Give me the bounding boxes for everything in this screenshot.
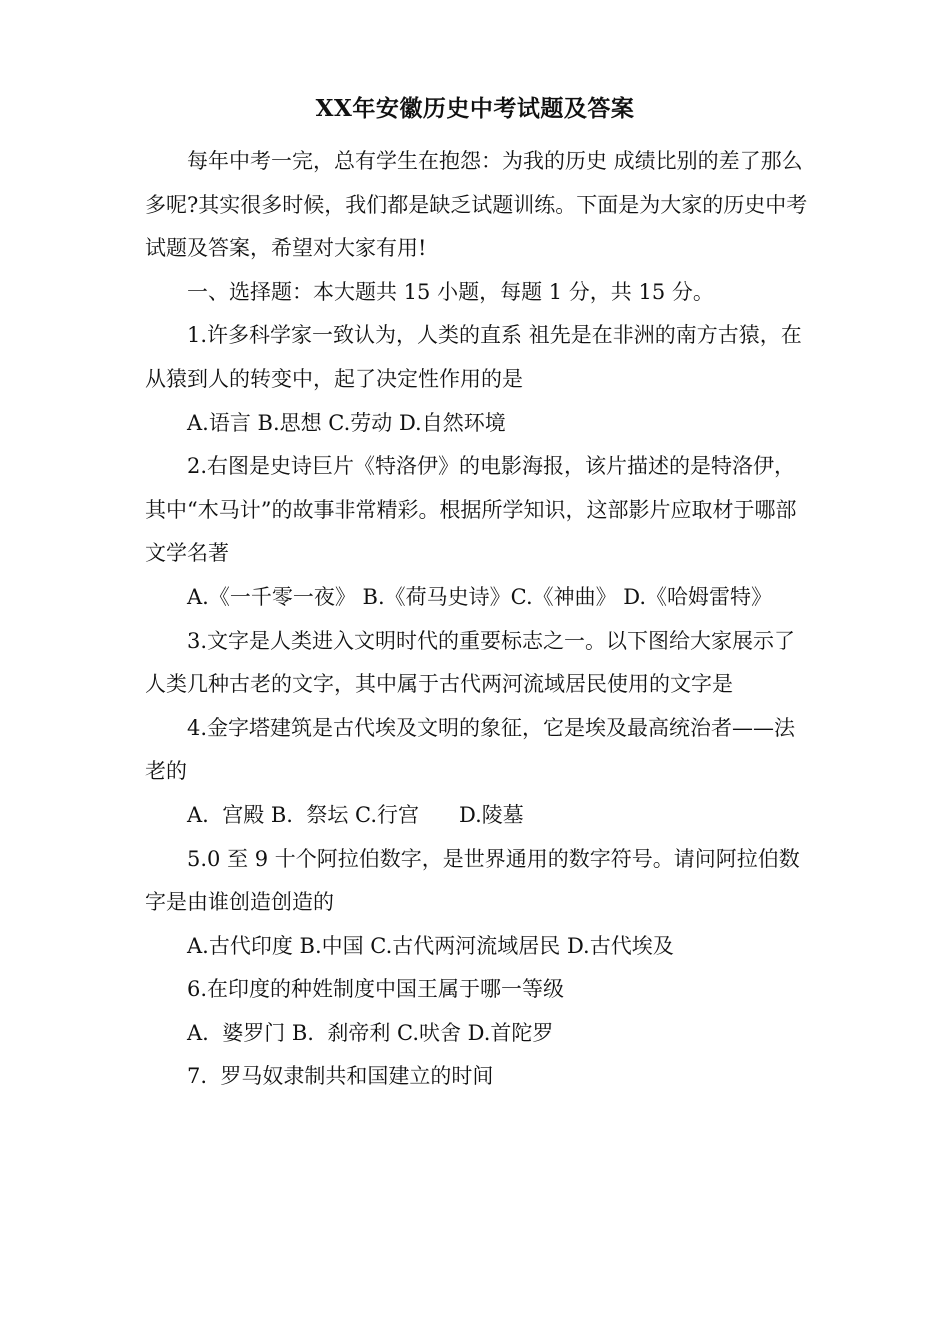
question-2: 2.右图是史诗巨片《特洛伊》的电影海报，该片描述的是特洛伊，其中“木马计”的故事非常精彩。根据所学知识，这部影片应取材于哪部文学名著: [145, 454, 797, 566]
question-4-options: A. 宫殿 B. 祭坛 C.行宫 D.陵墓: [187, 802, 524, 827]
question-6: 6.在印度的种姓制度中国王属于哪一等级: [187, 977, 565, 1002]
question-3: 3.文字是人类进入文明时代的重要标志之一。以下图给大家展示了人类几种古老的文字，其中属于古代两河流域居民使用的文字是: [145, 628, 796, 697]
intro-paragraph: 每年中考一完，总有学生在抱怨：为我的历史 成绩比别的差了那么多呢?其实很多时候，我们都是缺乏试题训练。下面是为大家的历史中考试题及答案，希望对大家有用!: [145, 149, 808, 261]
document-body: [145, 140, 809, 1099]
question-4: 4.金字塔建筑是古代埃及文明的象征，它是埃及最高统治者——法老的: [145, 715, 796, 784]
section-heading: 一、选择题：本大题共 15 小题，每题 1 分，共 15 分。: [187, 279, 714, 304]
question-6-options: A. 婆罗门 B. 刹帝利 C.吠舍 D.首陀罗: [187, 1020, 554, 1045]
question-5: 5.0 至 9 十个阿拉伯数字，是世界通用的数字符号。请问阿拉伯数字是由谁创造创造的: [145, 846, 800, 915]
question-1-options: A.语言 B.思想 C.劳动 D.自然环境: [187, 410, 506, 435]
document-title: XX年安徽历史中考试题及答案: [315, 95, 635, 122]
question-1: 1.许多科学家一致认为，人类的直系 祖先是在非洲的南方古猿，在从猿到人的转变中，起了决定性作用的是: [145, 323, 802, 391]
question-2-options: A.《一千零一夜》 B.《荷马史诗》C.《神曲》 D.《哈姆雷特》: [187, 584, 773, 609]
question-7: 7. 罗马奴隶制共和国建立的时间: [187, 1064, 494, 1089]
question-5-options: A.古代印度 B.中国 C.古代两河流域居民 D.古代埃及: [187, 933, 674, 958]
